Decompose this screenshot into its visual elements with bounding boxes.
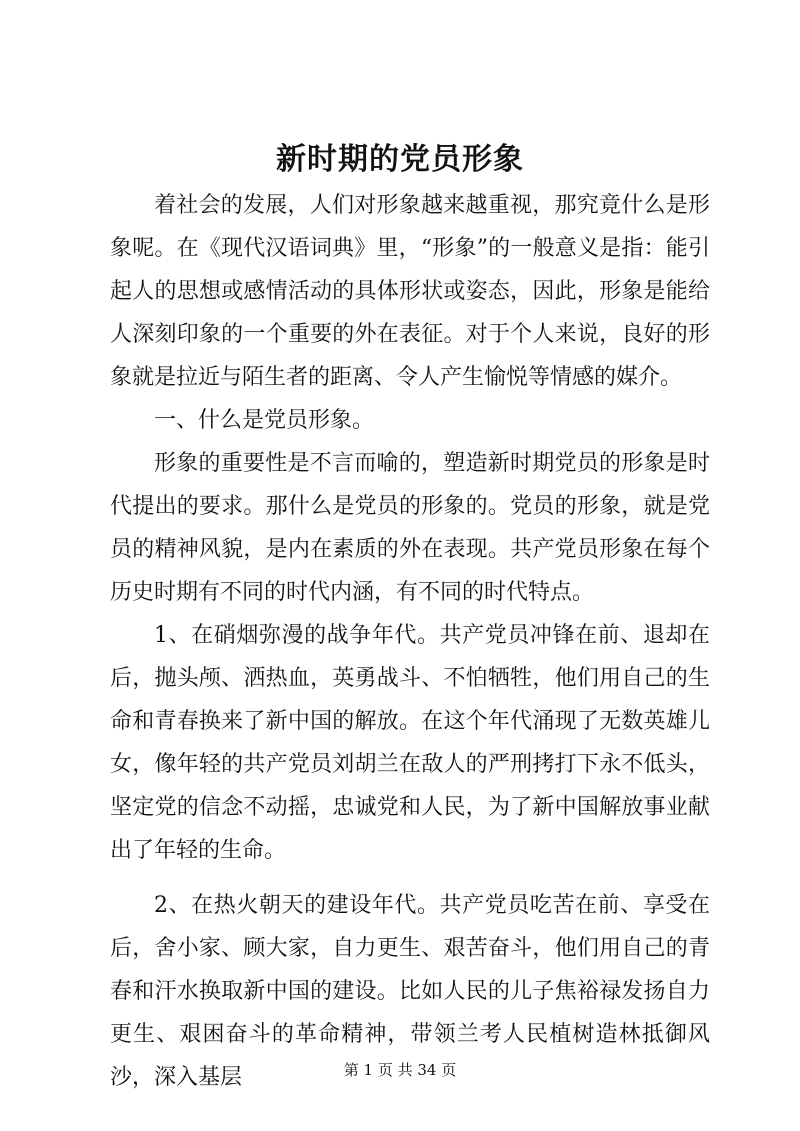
paragraph-intro: 着社会的发展，人们对形象越来越重视，那究竟什么是形象呢。在《现代汉语词典》里，“形象”的一般意义是指：能引起人的思想或感情活动的具体形状或姿态，因此，形象是能给人深刻印象的一个重要的外在表征。对于个人来说，良好的形象就是拉近与陌生者的距离、令人产生愉悦等情感的媒介。 bbox=[110, 193, 710, 390]
page-number-footer: 第 1 页 共 34 页 bbox=[343, 1061, 457, 1079]
document-body bbox=[110, 184, 710, 1099]
section-heading: 一、什么是党员形象。 bbox=[154, 408, 375, 433]
paragraph-war-era: 1、在硝烟弥漫的战争年代。共产党员冲锋在前、退却在后，抛头颅、洒热血，英勇战斗、不怕牺牲，他们用自己的生命和青春换来了新中国的解放。在这个年代涌现了无数英雄儿女，像年轻的共产党员刘胡兰在敌人的严刑拷打下永不低头，坚定党的信念不动摇，忠诚党和人民，为了新中国解放事业献出了年轻的生命。 bbox=[110, 623, 710, 863]
paragraph-importance: 形象的重要性是不言而喻的，塑造新时期党员的形象是时代提出的要求。那什么是党员的形象的。党员的形象，就是党员的精神风貌，是内在素质的外在表现。共产党员形象在每个历史时期有不同的时代内涵，有不同的时代特点。 bbox=[110, 451, 710, 605]
paragraph-construction-era: 2、在热火朝天的建设年代。共产党员吃苦在前、享受在后，舍小家、顾大家，自力更生、艰苦奋斗，他们用自己的青春和汗水换取新中国的建设。比如人民的儿子焦裕禄发扬自力更生、艰困奋斗的革命精神，带领兰考人民植树造林抵御风沙，深入基层 bbox=[110, 893, 710, 1090]
document-title: 新时期的党员形象 bbox=[276, 142, 524, 177]
